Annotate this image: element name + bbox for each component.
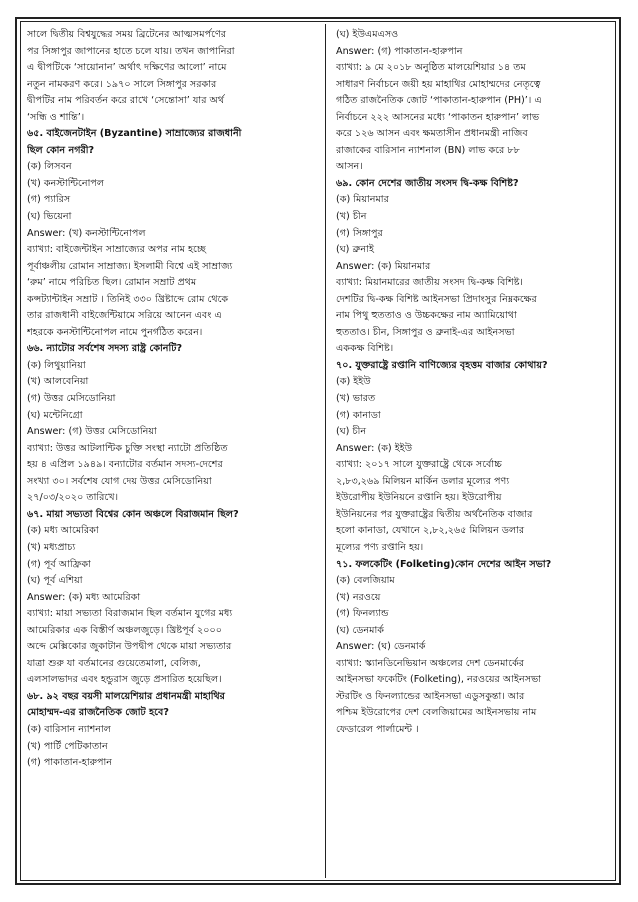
option-line: (খ) নরওয়ে [336,591,381,603]
explanation-line: হয় ৪ এপ্রিল ১৯৪৯। বন্যাটোর বর্তমান সদস্য-দেশের [27,459,223,471]
answer-line: Answer: (গ) উত্তর মেসিডোনিয়া [27,426,157,438]
option-line: (ঘ) মন্টেনিগ্রো [27,409,83,421]
explanation-line: নির্বাচনে ২২২ আসনের মধ্যে ‘পাকাতন হারুপান’ লাভ [336,111,540,123]
explanation-line: এককক্ষ বিশিষ্ট। [336,343,394,355]
explanation-line: দ্বীপটির নাম পরিবর্তন করে রাখে ‘সেন্তোসা’ যার অর্থ [27,95,225,107]
option-line: (ক) লিথুয়ানিয়া [27,359,86,371]
question-line: ৬৫. বাইজেনটাইন (Byzantine) সাম্রাজ্যের রাজধানী [27,128,242,140]
option-line: (ঘ) ভিয়েনা [27,211,72,223]
question-line: ৬৬. ন্যাটোর সর্বশেষ সদস্য রাষ্ট্র কোনটি? [27,343,183,355]
explanation-line: ব্যাখ্যা: মায়া সভ্যতা বিরাজমান ছিল বর্তমান যুগের মধ্য [27,608,233,620]
option-line: (ঘ) চীন [336,426,367,438]
explanation-line: এলসালভাদর এবং হন্ডুরাস জুড়ে প্রসারিত হয়েছিল। [27,674,222,686]
question-line: মোহাম্মদ-এর রাজনৈতিক জোট হবে? [27,707,169,719]
column-divider [325,24,326,878]
question-line: ৬৮. ৯২ বছর বয়সী মালয়েশিয়ার প্রধানমন্ত্রী মাহাথির [27,690,225,702]
option-line: (গ) ফিনল্যান্ড [336,608,389,620]
answer-line: Answer: (ক) মিয়ানমার [336,260,431,272]
explanation-line: হুততাও। চীন, সিঙ্গাপুর ও ব্রুনাই-এর আইনসভা [336,326,515,338]
explanation-line: সাধারণ নির্বাচনে জয়ী হয় মাহাথির মোহাম্মদের নেতৃত্বে [336,78,541,90]
explanation-line: আসন। [336,161,363,173]
explanation-line: তার রাজধানী বাইজেন্টিয়ামে সরিয়ে আনেন এবং এ [27,310,222,322]
question-line: ৭১. ফলকেটিং (Folketing)কোন দেশের আইন সভা? [336,558,552,570]
option-line: (গ) পাকাতান-হারুপান [27,757,112,769]
explanation-line: আমেরিকার এক বিস্তীর্ণ অঞ্চলজুড়ে। খ্রিষ্টপূর্ব ২০০০ [27,624,222,636]
explanation-line: এ দ্বীপটিকে ‘সায়োনান’ অর্থাৎ দক্ষিণের আলো’ নামে [27,62,227,74]
option-line: (খ) ভারত [336,393,376,405]
option-line: (ঘ) ইউএমএসও [336,29,399,40]
option-line: (ক) মধ্য আমেরিকা [27,525,99,537]
question-line: ৭০. যুক্তরাষ্ট্রে রপ্তানি বাণিজ্যের বৃহত্তম বাজার কোথায়? [336,359,548,371]
explanation-line: সংখ্যা ৩০। সর্বশেষ যোগ দেয় উত্তর মেসিডোনিয়া [27,475,212,487]
explanation-line: আইনসভা ফকেটিং (Folketing), নরওয়ের আইনসভা [336,674,542,686]
explanation-line: পূর্বাঞ্চলীয় রোমান সাম্রাজ্য। ইসলামী বিশ্বে এই সাম্রাজ্য [27,260,233,272]
option-line: (ক) লিসবন [27,161,72,173]
answer-line: Answer: (গ) পাকাতান-হারুপান [336,45,463,57]
explanation-line: মূল্যের পণ্য রপ্তানি হয়। [336,541,424,553]
explanation-line: ‘রুম’ নামে পরিচিত ছিল। রোমান সম্রাট প্রথম [27,277,197,289]
explanation-line: ব্যাখ্যা: ৯ মে ২০১৮ অনুষ্ঠিত মালয়েশিয়ার ১৪ তম [336,62,526,74]
explanation-line: হলো কানাডা, যেখানে ২,৮২,২৬৫ মিলিয়ন ডলার [336,525,525,537]
explanation-line: শহরকে কনস্টান্টিনোপল নামে পুনর্গঠিত করেন। [27,326,203,338]
option-line: (খ) আলবেনিয়া [27,376,89,388]
explanation-line: ইউনিয়নের পর যুক্তরাষ্ট্রের দ্বিতীয় অর্থনৈতিক বাজার [336,508,533,520]
explanation-line: যাত্রা শুরু যা বর্তমানের গুয়েতেমালা, বেলিজ, [27,657,201,669]
answer-line: Answer: (ক) মধ্য আমেরিকা [27,591,141,603]
explanation-line: নাম পিথু হুততাও ও উচ্চকক্ষের নাম অ্যামিয়োথা [336,310,517,322]
explanation-line: দেশটির দ্বি-কক্ষ বিশিষ্ট আইনসভা প্রিদাংসুর নিম্নকক্ষের [336,293,537,305]
option-line: (খ) পার্টি পেটিকাতান [27,740,108,752]
option-line: (খ) মধ্যপ্রাচ্য [27,541,76,553]
option-line: (গ) প্যারিস [27,194,71,206]
explanation-line: নতুন নামকরণ করে। ১৯৭০ সালে সিঙ্গাপুর সরকার [27,78,217,90]
explanation-line: পশ্চিম ইউরোপের দেশ বেলজিয়ামের আইনসভায় নাম [336,707,537,719]
answer-line: Answer: (ঘ) ডেনমার্ক [336,641,426,653]
explanation-line: ব্যাখ্যা: ২০১৭ সালে যুক্তরাষ্ট্রে থেকে সর্বোচ্চ [336,459,502,471]
right-column [336,27,613,739]
option-line: (গ) সিঙ্গাপুর [336,227,383,239]
explanation-line: ২৭/০৩/২০২০ তারিখে। [27,492,119,504]
option-line: (ঘ) ডেনমার্ক [336,624,384,636]
option-line: (ঘ) পূর্ব এশিয়া [27,575,83,587]
option-line: (ক) ইইউ [336,376,371,388]
answer-line: Answer: (খ) কনস্টান্টিনোপল [27,227,146,239]
option-line: (খ) কনস্টান্টিনোপল [27,177,105,189]
explanation-line: ‘সন্ধি ও শান্তি’। [27,111,85,123]
explanation-line: ব্যাখ্যা: বাইজেন্টাইন সাম্রাজ্যের অপর নাম হচ্ছে [27,244,206,256]
explanation-line: ইউরোপীয় ইউনিয়নে রপ্তানি হয়। ইউরোপীয় [336,492,502,504]
option-line: (গ) উত্তর মেসিডোনিয়া [27,393,116,405]
option-line: (ক) বারিসান ন্যাশনাল [27,723,111,735]
explanation-line: পর সিঙ্গাপুর জাপানের হাতে চলে যায়। তখন জাপানিরা [27,45,235,57]
explanation-line: স্টরটিং ও ফিনল্যান্ডের আইনসভা এডুসকুন্তা। আর [336,690,525,702]
question-line: ৬৯. কোন দেশের জাতীয় সংসদ দ্বি-কক্ষ বিশিষ্ট? [336,177,519,189]
option-line: (ক) বেলজিয়াম [336,575,395,587]
answer-line: Answer: (ক) ইইউ [336,442,413,454]
question-line: ৬৭. মায়া সভ্যতা বিশ্বের কোন অঞ্চলে বিরাজমান ছিল? [27,508,239,520]
explanation-line: ব্যাখ্যা: উত্তর আটলান্টিক চুক্তি সংস্থা ন্যাটো প্রতিষ্ঠিত [27,442,228,454]
explanation-line: অব্দে মেক্সিকোর জুকাটান উপদ্বীপ থেকে মায়া সভ্যতার [27,641,232,653]
option-line: (ঘ) ব্রুনাই [336,244,374,256]
explanation-line: কন্সট্যান্টাইন সম্রাট । তিনিই ৩৩০ খ্রিষ্টাব্দে রোম থেকে [27,293,229,305]
explanation-line: রাজাকের বারিসান ন্যাশনাল (BN) লাভ করে ৮৮ [336,144,520,156]
option-line: (ক) মিয়ানমার [336,194,389,206]
explanation-line: ২,৮৩,২৬৯ মিলিয়ন মার্কিন ডলার মূল্যের পণ্য [336,475,510,487]
explanation-line: ফেডারেল পার্লামেন্ট । [336,723,419,735]
left-column [27,27,320,772]
explanation-line: ব্যাখ্যা: মিয়ানমারের জাতীয় সংসদ দ্বি-কক্ষ বিশিষ্ট। [336,277,523,289]
explanation-line: সালে দ্বিতীয় বিশ্বযুদ্ধের সময় ব্রিটেনের আত্মসমর্পণের [27,29,227,40]
option-line: (গ) কানাডা [336,409,381,421]
option-line: (খ) চীন [336,211,367,223]
explanation-line: করে ১২৬ আসন এবং ক্ষমতাসীন প্রধানমন্ত্রী নাজিব [336,128,528,140]
explanation-line: গঠিত রাজনৈতিক জোট ‘পাকাতান-হারুপান (PH)’। এ [336,95,542,107]
explanation-line: ব্যাখ্যা: স্ক্যানডিনেভিয়ান অঞ্চলের দেশ ডেনমার্কের [336,657,525,669]
option-line: (গ) পূর্ব আফ্রিকা [27,558,91,570]
question-line: ছিল কোন নগরী? [27,144,95,156]
